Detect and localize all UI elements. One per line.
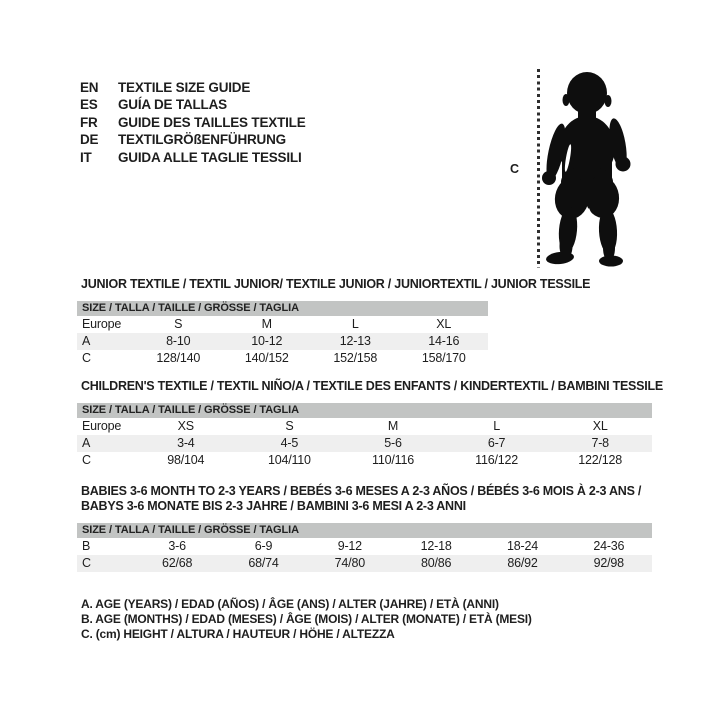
size-cell: L bbox=[493, 419, 500, 433]
size-cell: 12-18 bbox=[420, 539, 452, 553]
row-label: C bbox=[82, 351, 91, 365]
size-cell: XS bbox=[177, 419, 194, 433]
size-cell: M bbox=[387, 419, 399, 433]
table-title bbox=[77, 379, 663, 394]
table-rows bbox=[77, 418, 652, 469]
table-row bbox=[77, 316, 488, 333]
legend bbox=[81, 597, 532, 643]
size-cell: XL bbox=[592, 419, 608, 433]
language-row bbox=[80, 79, 306, 96]
size-cell: 18-24 bbox=[506, 539, 538, 553]
size-cell: 68/74 bbox=[248, 556, 279, 570]
size-cell: 3-6 bbox=[168, 539, 186, 553]
table-row bbox=[77, 555, 652, 572]
table-title-line: BABIES 3-6 MONTH TO 2-3 YEARS / BEBÉS 3-6 MESES A 2-3 AÑOS / BÉBÉS 3-6 MOIS À 2-3 ANS / bbox=[81, 484, 642, 498]
language-row bbox=[80, 114, 306, 131]
table-row bbox=[77, 452, 652, 469]
row-label: Europe bbox=[82, 317, 122, 331]
table-section bbox=[77, 484, 652, 572]
row-label: Europe bbox=[82, 419, 122, 433]
language-code: EN bbox=[80, 80, 99, 95]
language-code: FR bbox=[80, 114, 98, 130]
table-title bbox=[77, 484, 652, 514]
language-code: IT bbox=[80, 149, 92, 165]
language-label: GUIDE DES TAILLES TEXTILE bbox=[118, 114, 306, 130]
language-row bbox=[80, 96, 306, 113]
table-row bbox=[77, 350, 488, 367]
size-cell: S bbox=[174, 317, 183, 331]
row-label: A bbox=[82, 334, 91, 348]
size-cell: 6-7 bbox=[487, 436, 506, 450]
row-label: C bbox=[82, 556, 91, 570]
size-cell: 10-12 bbox=[251, 334, 283, 348]
size-cell: 7-8 bbox=[591, 436, 609, 450]
table-row bbox=[77, 333, 488, 350]
size-cell: 4-5 bbox=[280, 436, 299, 450]
size-cell: 116/122 bbox=[475, 453, 518, 467]
size-cell: L bbox=[351, 317, 359, 331]
height-label: C bbox=[510, 162, 520, 176]
size-cell: 74/80 bbox=[334, 556, 365, 570]
size-cell: 98/104 bbox=[167, 453, 205, 467]
size-cell: 24-36 bbox=[593, 539, 625, 553]
table-row bbox=[77, 418, 652, 435]
size-cell: 104/110 bbox=[267, 453, 311, 467]
table-title-line: CHILDREN'S TEXTILE / TEXTIL NIÑO/A / TEXTILE DES ENFANTS / KINDERTEXTIL / BAMBINI TESSILE bbox=[81, 379, 663, 393]
size-header-bar: SIZE / TALLA / TAILLE / GRÖSSE / TAGLIA bbox=[77, 403, 652, 418]
size-cell: 92/98 bbox=[593, 556, 624, 570]
size-cell: 12-13 bbox=[339, 334, 371, 348]
language-label: GUIDA ALLE TAGLIE TESSILI bbox=[118, 149, 302, 165]
size-cell: 5-6 bbox=[384, 436, 402, 450]
size-cell: 62/68 bbox=[162, 556, 193, 570]
height-dashed-line bbox=[537, 69, 540, 268]
table-row bbox=[77, 538, 652, 555]
size-cell: 86/92 bbox=[507, 556, 538, 570]
size-cell: 3-4 bbox=[177, 436, 195, 450]
language-row bbox=[80, 149, 306, 166]
table-section bbox=[77, 379, 663, 469]
table-row bbox=[77, 435, 652, 452]
size-cell: 122/128 bbox=[578, 453, 623, 467]
toddler-silhouette-icon bbox=[542, 70, 632, 268]
table-rows bbox=[77, 316, 488, 367]
table-title-line: BABYS 3-6 MONATE BIS 2-3 JAHRE / BAMBINI 3-6 MESI A 2-3 ANNI bbox=[81, 499, 466, 513]
size-cell: 152/158 bbox=[333, 351, 378, 365]
size-cell: 80/86 bbox=[421, 556, 452, 570]
size-cell: M bbox=[261, 317, 272, 331]
language-code: ES bbox=[80, 97, 98, 113]
size-header-bar: SIZE / TALLA / TAILLE / GRÖSSE / TAGLIA bbox=[77, 523, 652, 538]
size-cell: 6-9 bbox=[254, 539, 273, 553]
table-section bbox=[77, 277, 591, 367]
language-list bbox=[80, 79, 306, 166]
language-label: GUÍA DE TALLAS bbox=[118, 97, 227, 113]
table-title-line: JUNIOR TEXTILE / TEXTIL JUNIOR/ TEXTILE JUNIOR / JUNIORTEXTIL / JUNIOR TESSILE bbox=[81, 277, 591, 291]
table-title bbox=[77, 277, 591, 292]
legend-line: B. AGE (MONTHS) / EDAD (MESES) / ÂGE (MOIS) / ALTER (MONATE) / ETÀ (MESI) bbox=[81, 612, 532, 627]
language-code: DE bbox=[80, 132, 99, 148]
size-cell: 8-10 bbox=[166, 334, 191, 348]
row-label: B bbox=[82, 539, 91, 553]
language-label: TEXTILE SIZE GUIDE bbox=[118, 80, 251, 95]
size-cell: S bbox=[285, 419, 294, 433]
size-header-bar: SIZE / TALLA / TAILLE / GRÖSSE / TAGLIA bbox=[77, 301, 488, 316]
size-cell: XL bbox=[436, 317, 452, 331]
size-cell: 158/170 bbox=[421, 351, 466, 365]
row-label: A bbox=[82, 436, 91, 450]
table-rows bbox=[77, 538, 652, 572]
row-label: C bbox=[82, 453, 91, 467]
language-row bbox=[80, 131, 306, 148]
size-cell: 140/152 bbox=[244, 351, 289, 365]
size-cell: 110/116 bbox=[372, 453, 414, 467]
size-cell: 9-12 bbox=[337, 539, 362, 553]
legend-line: A. AGE (YEARS) / EDAD (AÑOS) / ÂGE (ANS) / ALTER (JAHRE) / ETÀ (ANNI) bbox=[81, 597, 499, 611]
language-label: TEXTILGRÖßENFÜHRUNG bbox=[118, 132, 286, 148]
legend-line: C. (cm) HEIGHT / ALTURA / HAUTEUR / HÖHE / ALTEZZA bbox=[81, 627, 395, 642]
size-cell: 128/140 bbox=[156, 351, 201, 365]
size-cell: 14-16 bbox=[428, 334, 460, 348]
